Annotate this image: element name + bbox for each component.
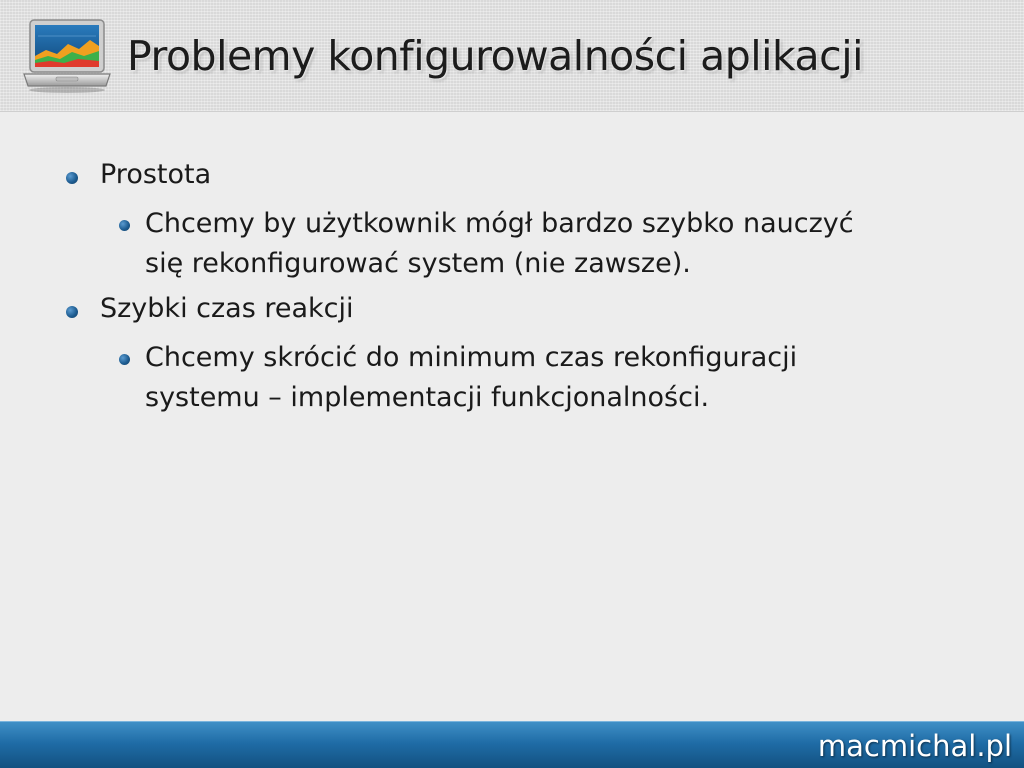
sub-bullet-item xyxy=(62,338,865,418)
bullet-dot-icon xyxy=(119,220,130,231)
slide-content xyxy=(62,150,962,418)
slide-title: Problemy konfigurowalności aplikacji xyxy=(127,32,863,80)
bullet-text: Szybki czas reakcji xyxy=(100,293,354,324)
bullet-text: Prostota xyxy=(100,159,212,190)
sub-bullet-item xyxy=(62,204,865,284)
footer-brand: macmichal.pl xyxy=(817,729,1012,763)
sub-bullet-text: Chcemy by użytkownik mógł bardzo szybko nauczyć się rekonfigurować system (nie zawsze). xyxy=(145,208,854,279)
bullet-item-szybki-czas xyxy=(62,289,962,329)
laptop-chart-icon xyxy=(22,16,112,96)
bullet-item-prostota xyxy=(62,155,962,195)
slide-header xyxy=(0,0,1024,112)
bullet-dot-icon xyxy=(66,172,78,184)
slide-footer xyxy=(0,721,1024,768)
bullet-dot-icon xyxy=(66,306,78,318)
sub-bullet-text: Chcemy skrócić do minimum czas rekonfiguracji systemu – implementacji funkcjonalności. xyxy=(145,342,798,413)
bullet-dot-icon xyxy=(119,354,130,365)
